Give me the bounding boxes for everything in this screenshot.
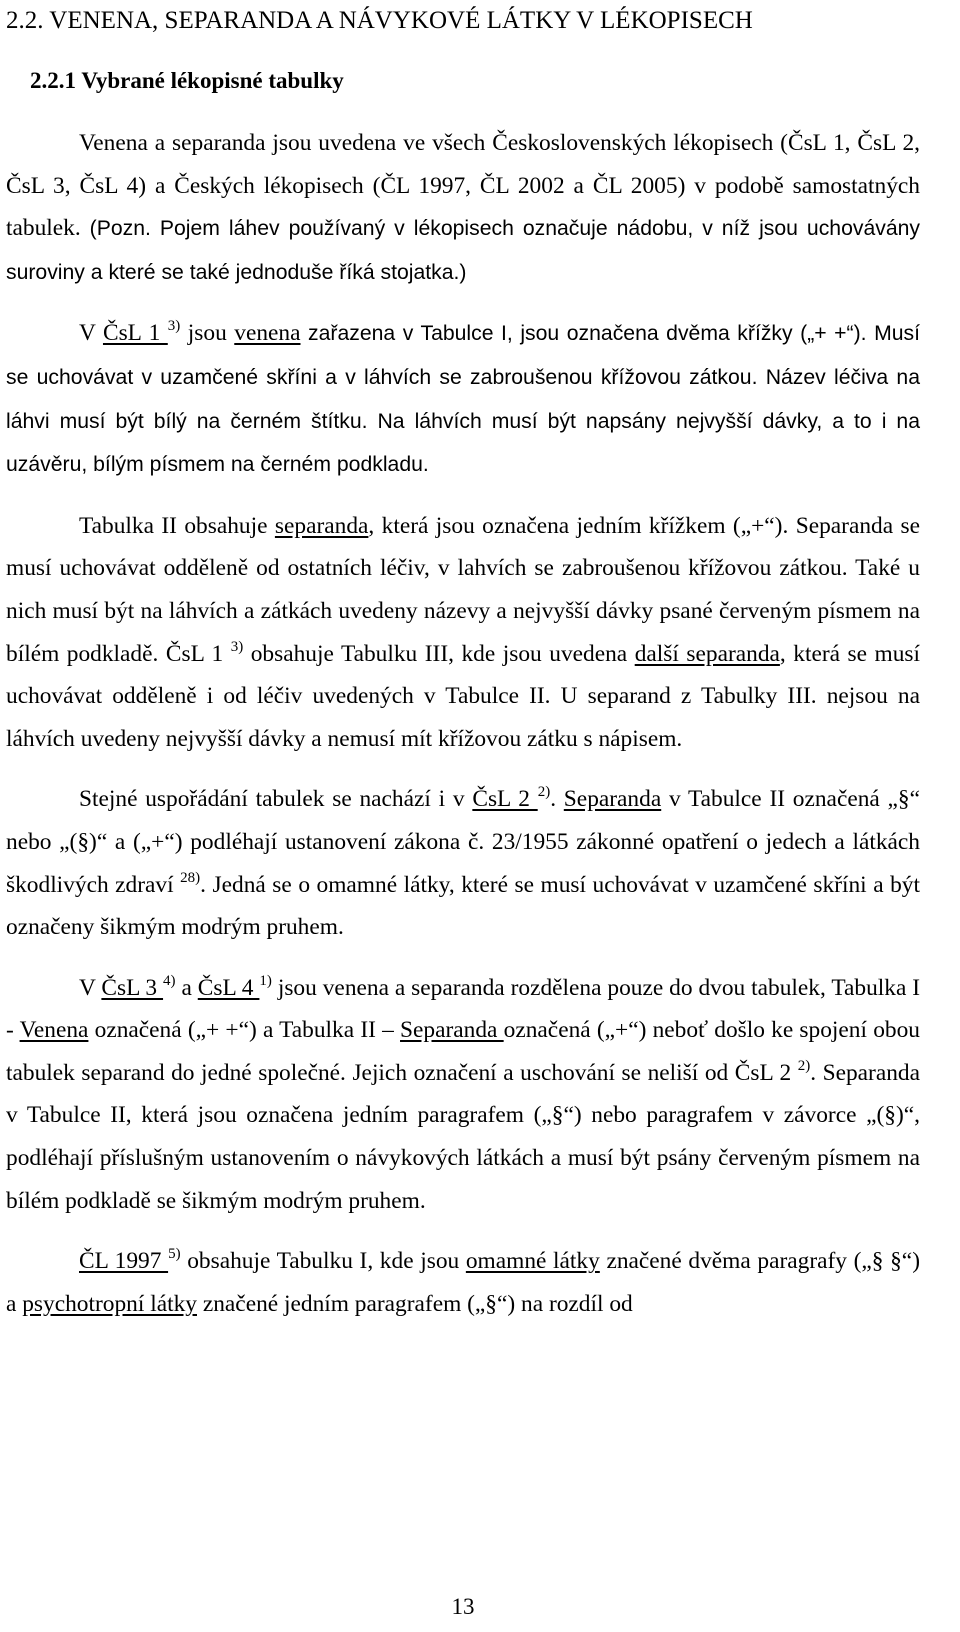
- term-omamne-latky: omamné látky: [465, 1248, 600, 1275]
- text-segment: značené jedním paragrafem („§“) na rozdíl od: [197, 1290, 633, 1317]
- citation-number: 5): [168, 1246, 181, 1263]
- text-segment: . Jedná se o omamné látky, které se musí uchovávat v uzamčené skříni a být označeny šikmým modrým pruhem.: [6, 871, 920, 941]
- text-segment: označená („+“) neboť došlo ke spojení obou tabulek separand do jedné společné. Jejich označení a uschování se neliší od ČsL 2: [6, 1017, 920, 1086]
- paragraph-intro: [6, 122, 920, 294]
- citation-number: 3): [167, 318, 181, 335]
- subsection-heading: 2.2.1 Vybrané lékopisné tabulky: [30, 68, 344, 93]
- paragraph-separanda: [6, 505, 920, 761]
- reference-csl4: ČsL 4: [197, 974, 260, 1001]
- citation-number: 2): [537, 784, 551, 801]
- paragraph-csl1: [6, 312, 920, 486]
- term-separanda: separanda: [274, 512, 369, 539]
- text-segment: označená („+ +“) a Tabulka II –: [88, 1017, 401, 1044]
- note-text: (Pozn. Pojem láhev používaný v lékopisech označuje nádobu, v níž jsou uchovávány suroviny a které se také jednoduše říká stojatka.): [6, 217, 921, 284]
- text-segment: V: [79, 320, 103, 347]
- citation-number: 1): [259, 972, 272, 989]
- citation-number: 4): [163, 972, 176, 989]
- body-text: [6, 122, 920, 1325]
- term-separanda: Separanda: [400, 1017, 504, 1044]
- paragraph-csl3-csl4: [6, 967, 920, 1223]
- citation-number: 2): [797, 1057, 811, 1074]
- text-segment: v Tabulce II označená „§“ nebo „(§)“ a („+“) podléhají ustanovení zákona č. 23/1955 zákonné opatření o jedech a látkách škodlivých zdraví: [6, 786, 920, 898]
- reference-csl3: ČsL 3: [101, 974, 164, 1001]
- text-segment: , která se musí uchovávat odděleně i od léčiv uvedených v Tabulce II. U separand z Tabulky III. nejsou na láhvích uvedeny nejvyšší dávky a nemusí mít křížovou zátku s nápisem.: [6, 640, 920, 752]
- paragraph-cl1997: [6, 1240, 920, 1325]
- intro-text: Venena a separanda jsou uvedena ve všech Československých lékopisech (ČsL 1, ČsL 2, ČsL 3, ČsL 4) a Českých lékopisech (ČL 1997, ČL 2002 a ČL 2005) v podobě samostatných tabulek.: [6, 130, 920, 242]
- text-segment: zařazena v Tabulce I, jsou označena dvěma křížky („+ +“).: [300, 322, 875, 346]
- citation-number: 28): [180, 869, 201, 886]
- page-number: 13: [451, 1594, 475, 1619]
- term-dalsi-separanda: další separanda: [634, 640, 780, 667]
- text-segment: , která jsou označena jedním křížkem („+“). Separanda se musí uchovávat odděleně od ostatních léčiv, v lahvích se zabroušenou křížovou zátkou. Také u nich musí být na láhvích a zátkách uvedeny názevy a nejvyšší dávky psané červeným písmem na bílém podkladě. ČsL 1: [6, 512, 920, 667]
- text-segment: .: [550, 786, 564, 813]
- text-segment: značené dvěma paragrafy („§ §“) a: [6, 1248, 920, 1317]
- citation-number: 3): [230, 638, 244, 655]
- term-venena: Venena: [19, 1017, 89, 1044]
- paragraph-csl2: [6, 778, 920, 948]
- reference-csl1: ČsL 1: [102, 320, 168, 347]
- text-segment: V: [79, 974, 102, 1001]
- section-heading: 2.2. VENENA, SEPARANDA A NÁVYKOVÉ LÁTKY V LÉKOPISECH: [6, 7, 753, 34]
- text-segment: Tabulka II obsahuje: [79, 512, 275, 539]
- text-segment: jsou: [180, 320, 235, 347]
- text-segment: obsahuje Tabulku III, kde jsou uvedena: [243, 640, 635, 667]
- term-venena: venena: [234, 320, 301, 347]
- text-segment: a: [175, 974, 198, 1001]
- reference-csl2: ČsL 2: [472, 786, 538, 813]
- term-psychotropni-latky: psychotropní látky: [22, 1290, 197, 1317]
- text-segment: . Separanda v Tabulce II, která jsou označena jedním paragrafem („§“) nebo paragrafem v závorce „(§)“, podléhají příslušným ustanovením o návykových látkách a musí být psány červeným písmem na bílém podkladě se šikmým modrým pruhem.: [6, 1059, 920, 1214]
- reference-cl1997: ČL 1997: [79, 1248, 169, 1275]
- text-segment: Musí se uchovávat v uzamčené skříni a v láhvích se zabroušenou křížovou zátkou. Název léčiva na láhvi musí být bílý na černém štítku. Na láhvích musí být napsány nejvyšší dávky, a to i na uzávěru, bílým písmem na černém podkladu.: [6, 322, 920, 477]
- text-segment: obsahuje Tabulku I, kde jsou: [180, 1248, 466, 1275]
- document-page: [6, 0, 920, 1632]
- term-separanda: Separanda: [563, 786, 662, 813]
- text-segment: Stejné uspořádání tabulek se nachází i v: [79, 786, 473, 813]
- text-segment: jsou venena a separanda rozdělena pouze do dvou tabulek, Tabulka I -: [6, 974, 921, 1044]
